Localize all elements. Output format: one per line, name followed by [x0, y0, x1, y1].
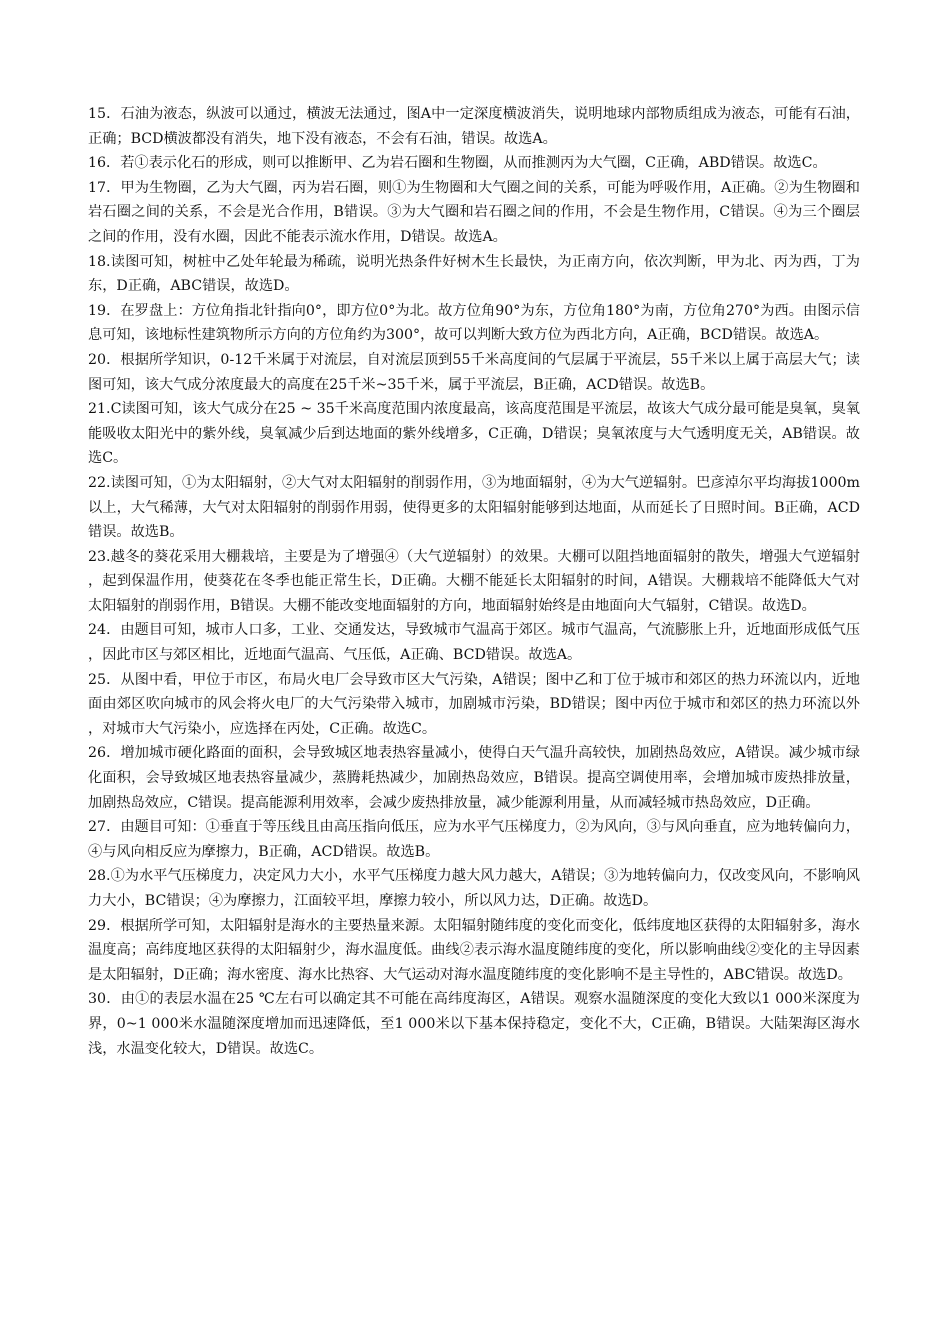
answer-20: 20．根据所学知识，0-12千米属于对流层，自对流层顶到55千米高度间的气层属于平流层，55千米以上属于高层大气；读图可知，该大气成分浓度最大的高度在25千米~35千米，属于平流层，B正确，ACD错误。故选B。	[88, 351, 860, 393]
answer-16: 16．若①表示化石的形成，则可以推断甲、乙为岩石圈和生物圈，从而推测丙为大气圈，C正确，ABD错误。故选C。	[88, 155, 827, 172]
answer-28: 28.①为水平气压梯度力，决定风力大小，水平气压梯度力越大风力越大，A错误；③为地转偏向力，仅改变风向，不影响风力大小，BC错误；④为摩擦力，江面较平坦，摩擦力较小，所以风力达，D正确。故选D。	[88, 868, 860, 909]
answer-18: 18.读图可知，树桩中乙处年轮最为稀疏，说明光热条件好树木生长最快，为正南方向，依次判断，甲为北、丙为西，丁为东，D正确，ABC错误，故选D。	[88, 253, 860, 295]
answer-17: 17．甲为生物圈，乙为大气圈，丙为岩石圈，则①为生物圈和大气圈之间的关系，可能为呼吸作用，A正确。②为生物圈和岩石圈之间的关系，不会是光合作用，B错误。③为大气圈和岩石圈之间的作用，不会是生物作用，C错误。④为三个圈层之间的作用，没有水圈，因此不能表示流水作用，D错误。故选A。	[88, 179, 860, 245]
answer-22: 22.读图可知，①为太阳辐射，②大气对太阳辐射的削弱作用，③为地面辐射，④为大气逆辐射。巴彦淖尔平均海拔1000m以上，大气稀薄，大气对太阳辐射的削弱作用弱，使得更多的太阳辐射能够到达地面，从而延长了日照时间。B正确，ACD错误。故选B。	[88, 474, 860, 541]
answer-explanations	[88, 102, 860, 1061]
answer-29: 29．根据所学可知，太阳辐射是海水的主要热量来源。太阳辐射随纬度的变化而变化，低纬度地区获得的太阳辐射多，海水温度高；高纬度地区获得的太阳辐射少，海水温度低。曲线②表示海水温度随纬度的变化，所以影响曲线②变化的主导因素是太阳辐射，D正确；海水密度、海水比热容、大气运动对海水温度随纬度的变化影响不是主导性的，ABC错误。故选D。	[88, 917, 860, 983]
answer-30: 30．由①的表层水温在25 ℃左右可以确定其不可能在高纬度海区，A错误。观察水温随深度的变化大致以1 000米深度为界，0~1 000米水温随深度增加而迅速降低，至1 000米以下基本保持稳定，变化不大，C正确，B错误。大陆架海区海水浅，水温变化较大，D错误。故选C。	[88, 991, 860, 1057]
answer-27: 27．由题目可知：①垂直于等压线且由高压指向低压，应为水平气压梯度力，②为风向，③与风向垂直，应为地转偏向力，④与风向相反应为摩擦力，B正确，ACD错误。故选B。	[88, 819, 860, 860]
answer-23: 23.越冬的葵花采用大棚栽培，主要是为了增强④（大气逆辐射）的效果。大棚可以阻挡地面辐射的散失，增强大气逆辐射，起到保温作用，使葵花在冬季也能正常生长，D正确。大棚不能延长太阳辐射的时间，A错误。大棚栽培不能降低大气对太阳辐射的削弱作用，B错误。大棚不能改变地面辐射的方向，地面辐射始终是由地面向大气辐射，C错误。故选D。	[88, 548, 860, 614]
answer-26: 26．增加城市硬化路面的面积，会导致城区地表热容量减小，使得白天气温升高较快，加剧热岛效应，A错误。减少城市绿化面积，会导致城区地表热容量减少，蒸腾耗热减少，加剧热岛效应，B错误。提高空调使用率，会增加城市废热排放量，加剧热岛效应，C错误。提高能源利用效率，会减少废热排放量，减少能源利用量，从而减轻城市热岛效应，D正确。	[88, 745, 860, 811]
answer-19: 19．在罗盘上：方位角指北针指向0°，即方位0°为北。故方位角90°为东，方位角180°为南，方位角270°为西。由图示信息可知，该地标性建筑物所示方向的方位角约为300°，故可以判断大致方位为西北方向，A正确，BCD错误。故选A。	[88, 302, 860, 344]
answer-24: 24．由题目可知，城市人口多，工业、交通发达，导致城市气温高于郊区。城市气温高，气流膨胀上升，近地面形成低气压，因此市区与郊区相比，近地面气温高、气压低，A正确、BCD错误。故选A。	[88, 622, 860, 664]
answer-25: 25．从图中看，甲位于市区，布局火电厂会导致市区大气污染，A错误；图中乙和丁位于城市和郊区的热力环流以内，近地面由郊区吹向城市的风会将火电厂的大气污染带入城市，加剧城市污染，BD错误；图中丙位于城市和郊区的热力环流以外，对城市大气污染小，应选择在丙处，C正确。故选C。	[88, 671, 860, 737]
answer-21: 21.C读图可知，该大气成分在25 ~ 35千米高度范围内浓度最高，该高度范围是平流层，故该大气成分最可能是臭氧，臭氧能吸收太阳光中的紫外线，臭氧减少后到达地面的紫外线增多，C正确，D错误；臭氧浓度与大气透明度无关，AB错误。故选C。	[88, 401, 860, 467]
answer-15: 15．石油为液态，纵波可以通过，横波无法通过，图A中一定深度横波消失，说明地球内部物质组成为液态，可能有石油，正确；BCD横波都没有消失，地下没有液态，不会有石油，错误。故选A。	[88, 106, 860, 147]
